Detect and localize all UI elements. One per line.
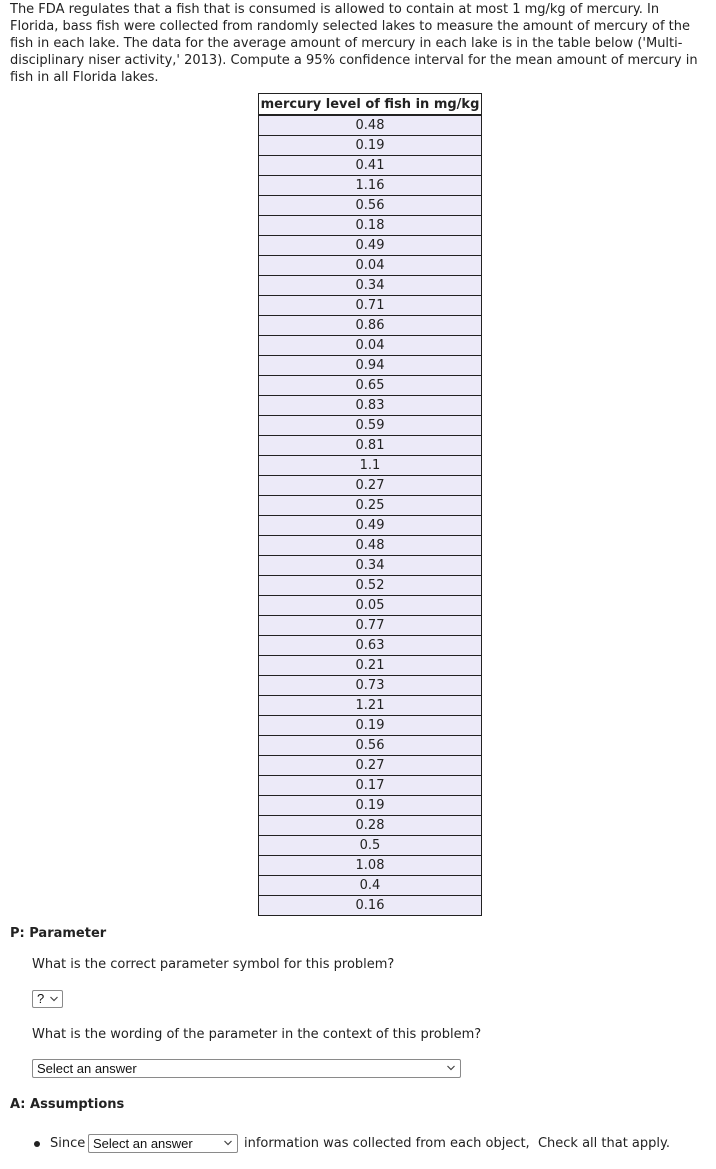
table-row [259,576,482,596]
table-cell: 0.5 [259,836,482,856]
table-cell: 0.18 [259,216,482,236]
table-row [259,176,482,196]
table-row [259,836,482,856]
table-cell: 0.34 [259,276,482,296]
table-cell: 0.49 [259,236,482,256]
table-row [259,636,482,656]
table-cell: 0.19 [259,716,482,736]
table-header-row [259,94,482,116]
parameter-wording-select[interactable] [32,1059,461,1078]
table-row [259,396,482,416]
table-cell: 0.17 [259,776,482,796]
table-cell: 0.73 [259,676,482,696]
parameter-heading: P: Parameter [10,926,107,941]
table-row [259,776,482,796]
table-row [259,756,482,776]
table-row [259,816,482,836]
table-row [259,796,482,816]
table-row [259,496,482,516]
table-row [259,316,482,336]
mercury-data-table [258,93,482,916]
table-cell: 0.52 [259,576,482,596]
table-cell: 0.34 [259,556,482,576]
table-cell: 0.49 [259,516,482,536]
table-row [259,476,482,496]
table-row [259,196,482,216]
chevron-down-icon [446,1062,456,1074]
table-cell: 0.21 [259,656,482,676]
table-row [259,596,482,616]
table-row [259,216,482,236]
table-row [259,616,482,636]
table-cell: 0.27 [259,476,482,496]
table-cell: 0.77 [259,616,482,636]
table-row [259,436,482,456]
symbol-question: What is the correct parameter symbol for this problem? [32,957,395,972]
table-cell: 1.21 [259,696,482,716]
table-cell: 0.56 [259,736,482,756]
table-cell: 0.41 [259,156,482,176]
assumption-since-value: Select an answer [93,1136,193,1151]
table-row [259,416,482,436]
parameter-symbol-value: ? [37,991,45,1006]
table-cell: 1.08 [259,856,482,876]
table-row [259,876,482,896]
assumption-after-text: information was collected from each object, Check all that apply. [244,1136,670,1151]
table-row [259,716,482,736]
table-cell: 0.86 [259,316,482,336]
table-body [259,115,482,916]
bullet-icon [34,1141,40,1147]
table-row [259,336,482,356]
table-row [259,296,482,316]
table-cell: 0.4 [259,876,482,896]
table-row [259,136,482,156]
table-row [259,376,482,396]
assumption-bullet [32,1134,712,1153]
since-label: Since [50,1136,86,1151]
chevron-down-icon [223,1137,233,1149]
table-row [259,256,482,276]
table-row [259,896,482,916]
table-cell: 0.59 [259,416,482,436]
table-cell: 0.65 [259,376,482,396]
table-cell: 0.25 [259,496,482,516]
table-row [259,276,482,296]
table-cell: 0.81 [259,436,482,456]
table-cell: 0.63 [259,636,482,656]
table-row [259,115,482,136]
table-row [259,456,482,476]
table-cell: 0.19 [259,136,482,156]
table-row [259,696,482,716]
assumption-since-select[interactable] [88,1134,238,1153]
table-row [259,356,482,376]
table-cell: 0.83 [259,396,482,416]
table-cell: 0.16 [259,896,482,916]
table-cell: 0.71 [259,296,482,316]
table-header: mercury level of fish in mg/kg [259,94,482,116]
table-cell: 0.28 [259,816,482,836]
wording-question: What is the wording of the parameter in the context of this problem? [32,1027,482,1042]
table-cell: 0.27 [259,756,482,776]
table-row [259,676,482,696]
parameter-symbol-select[interactable] [32,990,63,1008]
table-row [259,556,482,576]
table-row [259,736,482,756]
table-cell: 0.48 [259,536,482,556]
chevron-down-icon [49,993,59,1005]
table-cell: 0.19 [259,796,482,816]
table-cell: 0.94 [259,356,482,376]
table-cell: 0.56 [259,196,482,216]
table-cell: 0.48 [259,115,482,136]
table-row [259,516,482,536]
table-row [259,656,482,676]
table-cell: 0.05 [259,596,482,616]
table-cell: 1.1 [259,456,482,476]
table-row [259,536,482,556]
table-cell: 0.04 [259,336,482,356]
table-row [259,156,482,176]
parameter-wording-value: Select an answer [37,1061,137,1076]
problem-statement: The FDA regulates that a fish that is consumed is allowed to contain at most 1 mg/kg of mercury. In Florida, bass fish were collected from randomly selected lakes to measure the amount of mercury of the fish in each lake. The data for the average amount of mercury in each lake is in the table below ('Multi-disciplinary niser activity,' 2013). Compute a 95% confidence interval for the mean amount of mercury in fish in all Florida lakes. [10,2,698,85]
table-row [259,856,482,876]
assumptions-heading: A: Assumptions [10,1097,125,1112]
table-cell: 0.04 [259,256,482,276]
table-row [259,236,482,256]
table-cell: 1.16 [259,176,482,196]
